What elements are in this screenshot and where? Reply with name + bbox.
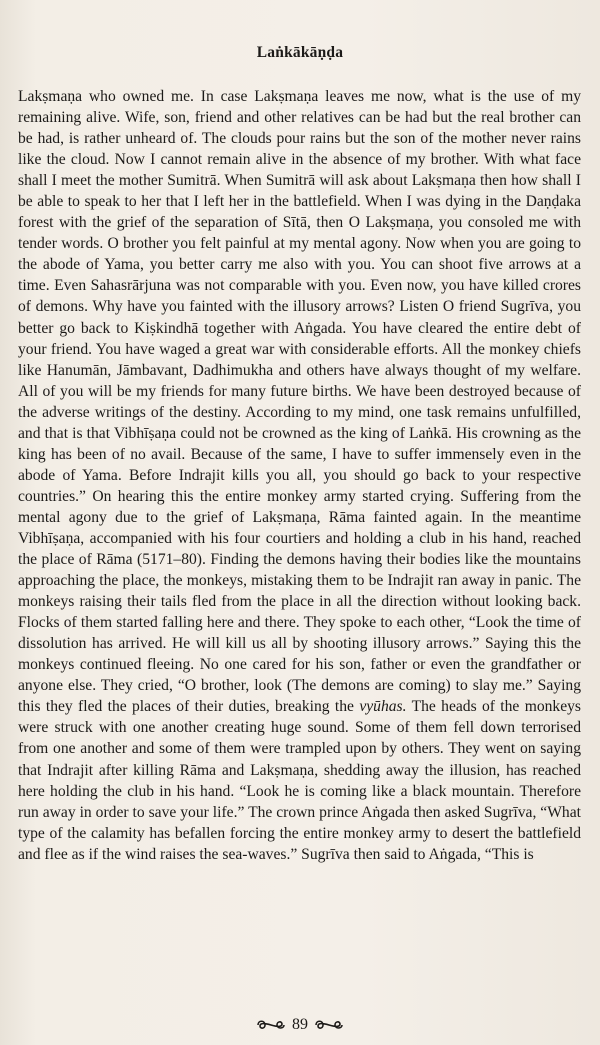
paragraph-text: Lakṣmaṇa who owned me. In case Lakṣmaṇa leaves me now, what is the use of my remaining alive. Wife, son, friend and other relatives can be had but the real brother can be had, is rather unheard of. The clouds pour rains but the son of the mother never rains like the cloud. Now I cannot remain alive in the absence of my brother. With what face shall I meet the mother Sumitrā. When Sumitrā will ask about Lakṣmaṇa then how shall I be able to speak to her that I left her in the battlefield. When I was dying in the Daṇḍaka forest with the grief of the separation of Sītā, then O Lakṣmaṇa, you consoled me with tender words. O brother you felt painful at my mental agony. Now when you are going to the abode of Yama, you better carry me also with you. You can shoot five arrows at a time. Even Sahasrārjuna was not comparable with you. Even now, you have killed crores of demons. Why have you fainted with the illusory arrows? Listen O friend Sugrīva, you better go back to Kiṣkindhā together with Aṅgada. You have cleared the entire debt of your friend. You have waged a great war with considerable efforts. All the monkey chiefs like Hanumān, Jāmbavant, Dadhimukha and others have always thought of my welfare. All of you will be my friends for many future births. We have been destroyed because of the adverse writings of the destiny. According to my mind, one task remains unfulfilled, and that is that Vibhīṣaṇa could not be crowned as the king of Laṅkā. His crowning as the king has been of no avail. Because of the same, I have to suffer immensely even in the abode of Yama. Before Indrajit kills you all, you should go back to your respective countries.” On hearing this the entire monkey army started crying. Suffering from the mental agony due to the grief of Lakṣmaṇa, Rāma fainted again. In the meantime Vibhīṣaṇa, accompanied with his four courtiers and holding a club in his hand, reached the place of Rāma (5171–80). Finding the demons having their bodies like the mountains approaching the place, the monkeys, mistaking them to be Indrajit ran away in panic. The monkeys raising their tails fled from the place in all the direction without looking back. Flocks of them started falling here and there. They spoke to each other, “Look the time of dissolution has arrived. He will kill us all by shooting illusory arrows.” Saying this the monkeys continued fleeing. No one cared for his son, father or even the grandfather or anyone else. They cried, “O brother, look (The demons are coming) to slay me.” Saying this they fled the places of their duties, breaking the — [18, 88, 581, 716]
paragraph — [18, 86, 581, 865]
paragraph-text-continued: The heads of the monkeys were struck with one another creating huge sound. Some of them fell down terrorised from one another and some of them were trampled upon by others. They went on saying that Indrajit after killing Rāma and Lakṣmaṇa, shedding away the illusion, has reached here holding the club in his hand. “Look he is coming like a black mountain. Therefore run away in order to save your life.” The crown prince Aṅgada then asked Sugrīva, “What type of the calamity has befallen forcing the entire monkey army to desert the battlefield and flee as if the wind raises the sea-waves.” Sugrīva then said to Aṅgada, “This is — [18, 698, 581, 863]
ornament-icon — [314, 1019, 344, 1031]
page-footer — [0, 1016, 600, 1034]
ornament-icon — [256, 1019, 286, 1031]
body-text — [18, 86, 581, 865]
italic-term: vyūhas. — [359, 698, 407, 716]
running-header: Laṅkākāṇḍa — [256, 44, 344, 61]
page-number: 89 — [292, 1016, 308, 1033]
